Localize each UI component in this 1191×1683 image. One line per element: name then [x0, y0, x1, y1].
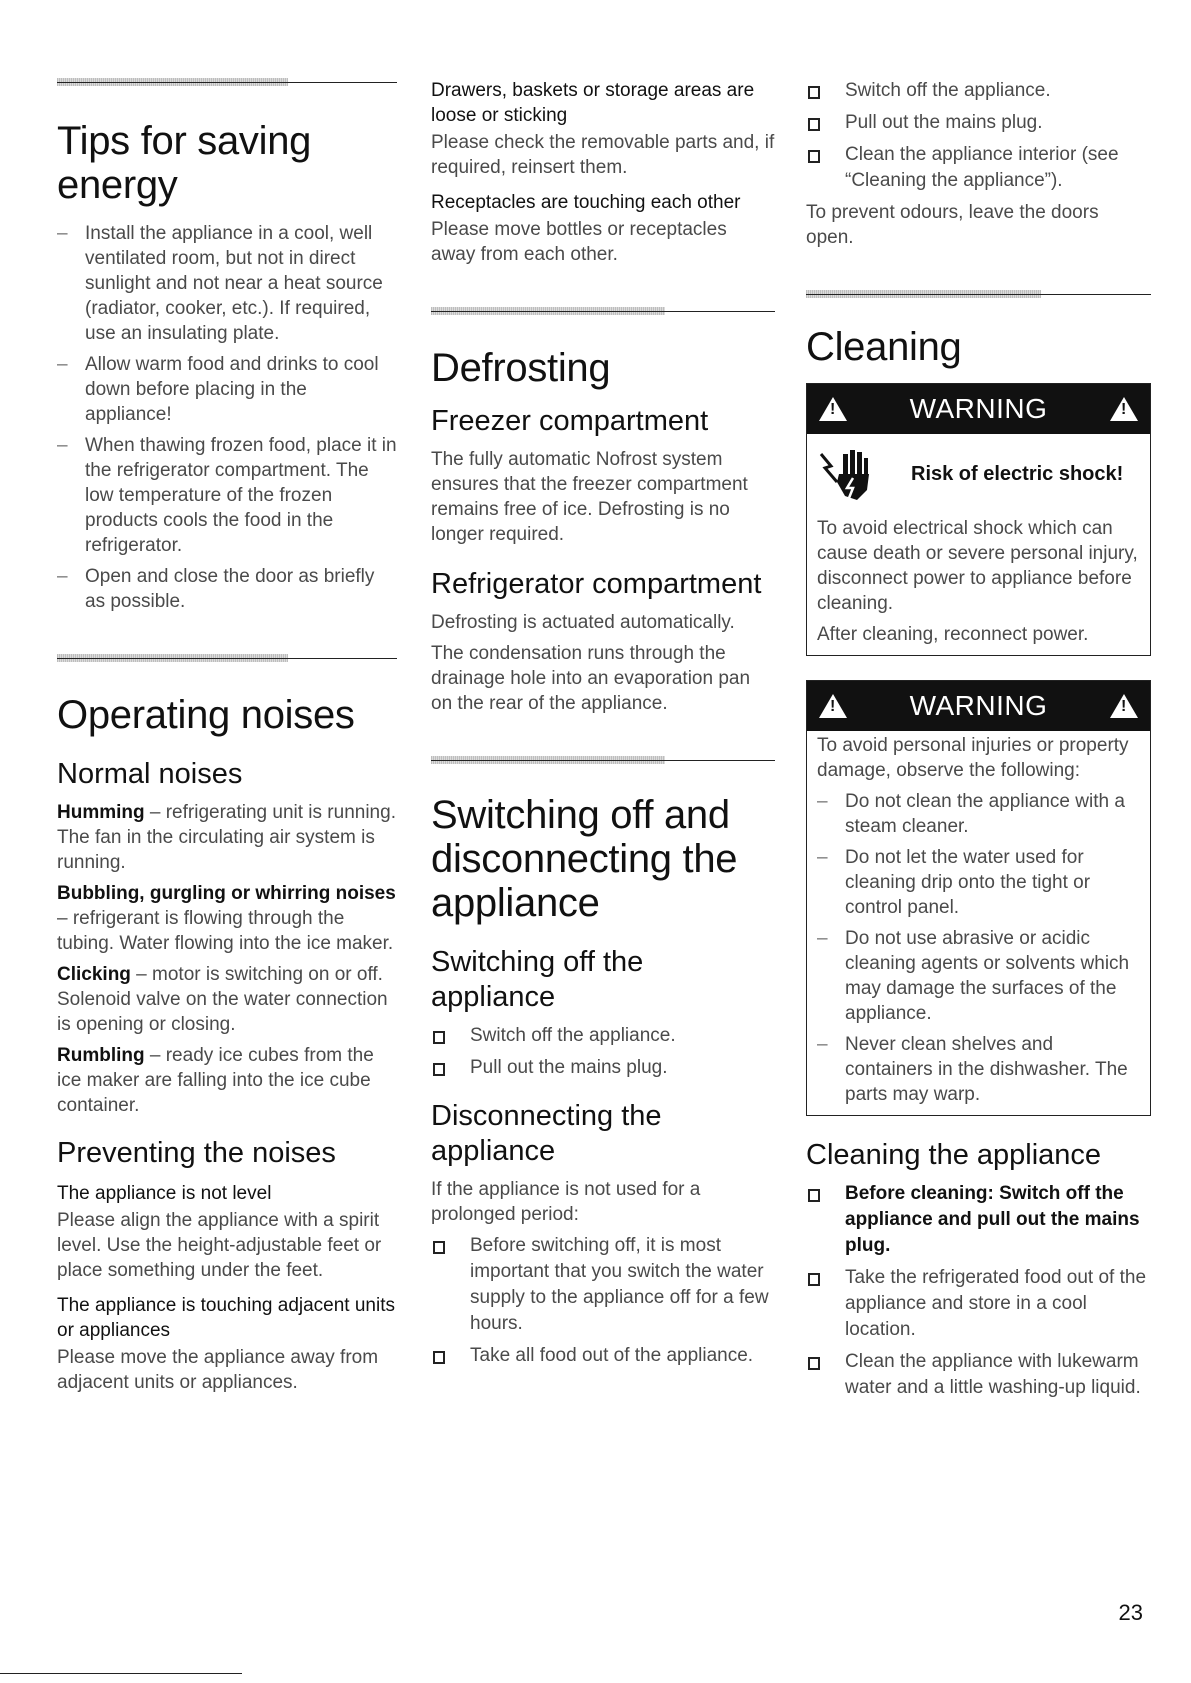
checkbox-bullet-icon: [433, 1031, 445, 1044]
cleaning-list: [806, 1181, 1151, 1401]
warning-damage-list: [817, 789, 1140, 1107]
warning-damage-text: To avoid personal injuries or property damage, observe the following:: [817, 735, 1129, 781]
footer-rule: [0, 1673, 242, 1674]
warning-label: WARNING: [909, 690, 1048, 721]
checkbox-bullet-icon: [808, 86, 820, 99]
checkbox-bullet-icon: [433, 1241, 445, 1254]
column-middle: [431, 78, 775, 1375]
list-item: – Do not let the water used for cleaning drip onto the tight or control panel.: [817, 845, 1140, 920]
checkbox-bullet-icon: [808, 150, 820, 163]
heading-normal-noises: Normal noises: [57, 758, 243, 790]
list-item: Take all food out of the appliance.: [431, 1343, 775, 1369]
top-list: [806, 78, 1151, 194]
list-item: Switch off the appliance.: [806, 78, 1151, 104]
warning-box-damage: [806, 680, 1151, 1116]
heading-defrosting: Defrosting: [431, 346, 611, 390]
checkbox-bullet-icon: [433, 1063, 445, 1076]
freezer-text: The fully automatic Nofrost system ensures that the freezer compartment remains free of ice. Defrosting is no longer required.: [431, 449, 748, 545]
receptacles-text: Please move bottles or receptacles away from each other.: [431, 219, 727, 265]
list-item: – Do not clean the appliance with a steam cleaner.: [817, 789, 1140, 839]
section-rule: [431, 307, 775, 310]
touching-text: Please move the appliance away from adjacent units or appliances.: [57, 1347, 379, 1393]
odours-text: To prevent odours, leave the doors open.: [806, 202, 1099, 248]
warning-triangle-icon: [819, 694, 847, 718]
warning-header: [807, 384, 1150, 434]
heading-preventing-noises: Preventing the noises: [57, 1137, 336, 1169]
list-item: Take the refrigerated food out of the appliance and store in a cool location.: [806, 1265, 1151, 1343]
heading-switching-off: Switching off and disconnecting the appliance: [431, 793, 738, 925]
electric-shock-hand-icon: [817, 446, 877, 502]
heading-switching-off-appliance: Switching off the appliance: [431, 946, 644, 1013]
heading-operating-noises: Operating noises: [57, 693, 355, 737]
heading-disconnecting: Disconnecting the appliance: [431, 1100, 662, 1167]
noise-rumbling: Rumbling – ready ice cubes from the ice maker are falling into the ice cube container.: [57, 1045, 374, 1116]
heading-not-level: The appliance is not level: [57, 1183, 272, 1204]
warning-label: WARNING: [909, 393, 1048, 424]
list-item: Switch off the appliance.: [431, 1023, 775, 1049]
heading-tips-saving-energy: Tips for saving energy: [57, 119, 312, 207]
disconnecting-text: If the appliance is not used for a prolonged period:: [431, 1179, 701, 1225]
section-rule: [806, 290, 1151, 293]
list-item: Before cleaning: Switch off the appliance and pull out the mains plug.: [806, 1181, 1151, 1259]
warning-triangle-icon: [1110, 694, 1138, 718]
fridge-text-1: Defrosting is actuated automatically.: [431, 612, 735, 633]
page-number: 23: [1118, 1600, 1143, 1625]
list-item: – Install the appliance in a cool, well ventilated room, but not in direct sunlight and not near a heat source (radiator, cooker, etc.). If required, use an insulating plate.: [57, 221, 397, 346]
list-item: – Allow warm food and drinks to cool down before placing in the appliance!: [57, 352, 397, 427]
warning-reconnect-text: After cleaning, reconnect power.: [817, 624, 1089, 645]
section-rule: [57, 654, 397, 657]
list-item: – When thawing frozen food, place it in the refrigerator compartment. The low temperature of the frozen products cools the food in the refrigerator.: [57, 433, 397, 558]
list-item: Pull out the mains plug.: [431, 1055, 775, 1081]
warning-triangle-icon: [1110, 397, 1138, 421]
risk-electric-shock-label: Risk of electric shock!: [911, 462, 1124, 485]
noise-humming: Humming – refrigerating unit is running. The fan in the circulating air system is running.: [57, 802, 396, 873]
list-item: Clean the appliance interior (see “Cleaning the appliance”).: [806, 142, 1151, 194]
section-rule: [57, 78, 397, 81]
section-rule: [431, 756, 775, 759]
list-item: – Never clean shelves and containers in the dishwasher. The parts may warp.: [817, 1032, 1140, 1107]
checkbox-bullet-icon: [808, 118, 820, 131]
list-item: Before switching off, it is most important that you switch the water supply to the appliance off for a few hours.: [431, 1233, 775, 1337]
switch-off-list: [431, 1023, 775, 1081]
heading-refrigerator-compartment: Refrigerator compartment: [431, 568, 762, 600]
heading-cleaning: Cleaning: [806, 325, 962, 369]
list-item: – Open and close the door as briefly as possible.: [57, 564, 397, 614]
list-item: Pull out the mains plug.: [806, 110, 1151, 136]
heading-freezer-compartment: Freezer compartment: [431, 405, 709, 437]
fridge-text-2: The condensation runs through the drainage hole into an evaporation pan on the rear of the appliance.: [431, 643, 751, 714]
column-right: [806, 78, 1151, 1407]
heading-touching: The appliance is touching adjacent units or appliances: [57, 1295, 396, 1341]
checkbox-bullet-icon: [808, 1357, 820, 1370]
list-item: Clean the appliance with lukewarm water and a little washing-up liquid.: [806, 1349, 1151, 1401]
not-level-text: Please align the appliance with a spirit level. Use the height-adjustable feet or place something under the feet.: [57, 1210, 382, 1281]
warning-box-electric: [806, 383, 1151, 656]
checkbox-bullet-icon: [433, 1351, 445, 1364]
checkbox-bullet-icon: [808, 1189, 820, 1202]
heading-drawers: Drawers, baskets or storage areas are loose or sticking: [431, 80, 755, 126]
noise-bubbling: Bubbling, gurgling or whirring noises – refrigerant is flowing through the tubing. Water flowing into the ice maker.: [57, 883, 396, 954]
list-item: – Do not use abrasive or acidic cleaning agents or solvents which may damage the surfaces of the appliance.: [817, 926, 1140, 1026]
warning-electric-text: To avoid electrical shock which can cause death or severe personal injury, disconnect power to appliance before cleaning.: [817, 518, 1138, 614]
disconnecting-list: [431, 1233, 775, 1369]
heading-receptacles: Receptacles are touching each other: [431, 192, 741, 213]
column-left: [57, 78, 397, 1401]
heading-cleaning-appliance: Cleaning the appliance: [806, 1139, 1102, 1171]
drawers-text: Please check the removable parts and, if required, reinsert them.: [431, 132, 775, 178]
warning-header: [807, 681, 1150, 731]
warning-triangle-icon: [819, 397, 847, 421]
noise-clicking: Clicking – motor is switching on or off. Solenoid valve on the water connection is opening or closing.: [57, 964, 388, 1035]
checkbox-bullet-icon: [808, 1273, 820, 1286]
tips-list: [57, 221, 397, 614]
